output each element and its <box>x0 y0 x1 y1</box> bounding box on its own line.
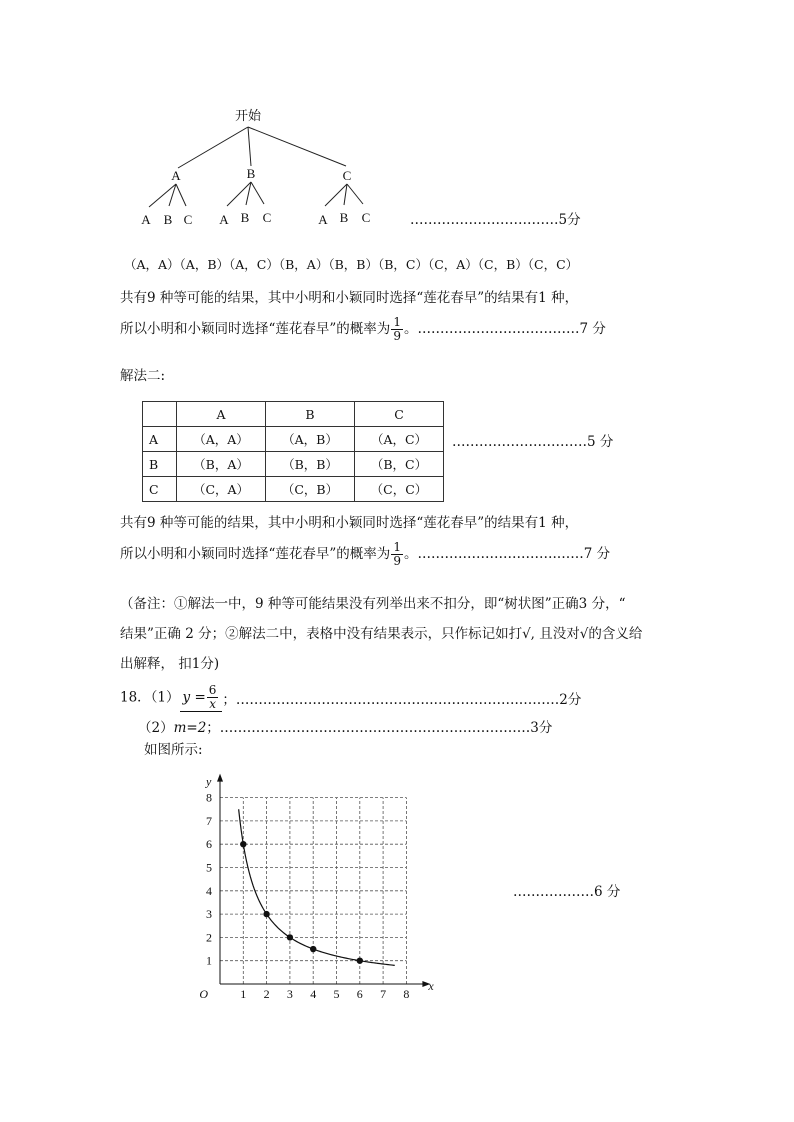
outcome-table <box>142 401 444 502</box>
method2-title: 解法二: <box>120 368 166 384</box>
fraction-denominator: x <box>209 697 216 711</box>
y-tick-label: 6 <box>206 837 212 852</box>
table-cell: （B，C） <box>355 452 444 477</box>
y-axis-arrow <box>217 774 223 782</box>
q18-part2 <box>138 716 552 736</box>
tree-node-C: C <box>342 168 352 183</box>
note-line-3: 出解释， 扣1分) <box>120 656 220 672</box>
data-point <box>263 911 269 917</box>
table-row-header: C <box>143 477 177 502</box>
tree-diagram <box>130 100 390 230</box>
tree-edge <box>176 184 186 206</box>
x-tick-label: 7 <box>380 987 387 1001</box>
tree-leaf: A <box>219 212 229 227</box>
data-point <box>240 841 246 847</box>
formula-fraction <box>207 684 219 711</box>
tree-edge <box>251 182 264 204</box>
y-axis-label: y <box>206 774 212 789</box>
tree-leaf: B <box>163 212 173 227</box>
x-tick-label: 6 <box>356 987 363 1001</box>
method1-fraction <box>391 316 403 343</box>
method1-text2-suffix: 。………………………………7 分 <box>403 321 606 337</box>
table-cell: （C，B） <box>266 477 355 502</box>
method1-text2-prefix: 所以小明和小颖同时选择“莲花春早”的概率为 <box>120 321 391 337</box>
tree-leaf: A <box>141 212 151 227</box>
data-point <box>310 946 316 952</box>
y-tick-label: 3 <box>206 907 212 922</box>
tree-leaf: C <box>361 210 371 225</box>
q18-part1-score: ；……………………………………..……………….………2分 <box>222 692 582 708</box>
table-row <box>143 452 444 477</box>
table-header-cell: A <box>177 402 266 427</box>
q18-caption: 如图所示: <box>144 742 203 758</box>
q18-label: 18．（1） <box>120 689 180 706</box>
curve-y-equals-6-over-x <box>239 809 395 965</box>
table-cell: （C，C） <box>355 477 444 502</box>
x-tick-label: 4 <box>310 987 317 1001</box>
tree-node-A: A <box>171 168 181 183</box>
table-header-cell: C <box>355 402 444 427</box>
method2-fraction <box>391 541 403 568</box>
method1-text2 <box>120 316 606 343</box>
tree-edge <box>248 127 251 166</box>
x-tick-label: 8 <box>403 987 410 1001</box>
tree-edge <box>178 127 248 168</box>
tree-root: 开始 <box>234 108 262 123</box>
note-line-2: 结果”正确 2 分；②解法二中，表格中没有结果表示，只作标记如打√, 且没对√的含义给 <box>120 626 643 642</box>
method2-text2-suffix: 。………………………….……7 分 <box>403 546 611 562</box>
method2-text2-prefix: 所以小明和小颖同时选择“莲花春早”的概率为 <box>120 546 391 562</box>
q18-formula <box>180 684 223 712</box>
method2-text2 <box>120 541 610 568</box>
q18-part2-label: （2） <box>138 720 174 736</box>
x-tick-label: 1 <box>240 987 247 1001</box>
y-tick-label: 4 <box>206 883 212 898</box>
tree-edge <box>347 184 363 204</box>
data-point <box>357 958 363 964</box>
y-tick-label: 1 <box>206 953 212 968</box>
table-row <box>143 477 444 502</box>
tree-leaf: B <box>339 210 349 225</box>
y-tick-label: 8 <box>206 790 212 805</box>
table-header-cell: B <box>266 402 355 427</box>
tree-node-B: B <box>246 166 256 181</box>
table-row-header: B <box>143 452 177 477</box>
table-score: …………………………5 分 <box>452 434 614 450</box>
table-cell: （A，C） <box>355 427 444 452</box>
table-cell <box>143 402 177 427</box>
tree-edge <box>325 184 347 206</box>
fraction-denominator: 9 <box>393 554 401 568</box>
x-tick-label: 5 <box>333 987 340 1001</box>
fraction-denominator: 9 <box>393 329 401 343</box>
fraction-numerator: 1 <box>393 540 401 554</box>
tree-edge <box>227 182 251 206</box>
table-row <box>143 427 444 452</box>
y-tick-label: 5 <box>206 860 212 875</box>
data-point <box>287 934 293 940</box>
formula-lhs: y = <box>182 689 206 706</box>
x-tick-label: 3 <box>286 987 293 1001</box>
tree-leaf: B <box>240 210 250 225</box>
tree-leaf: A <box>318 212 328 227</box>
x-axis-label: x <box>428 979 434 993</box>
table-header-row <box>143 402 444 427</box>
tree-leaf: C <box>262 210 272 225</box>
table-row-header: A <box>143 427 177 452</box>
note-line-1: （备注：①解法一中，9 种等可能结果没有列举出来不扣分，即“树状图”正确3 分，“ <box>120 596 626 612</box>
y-tick-label: 2 <box>206 930 212 945</box>
tree-score: ……………………………5分 <box>410 212 581 228</box>
table-cell: （A，B） <box>266 427 355 452</box>
q18-part2-value: m=2 <box>173 720 207 736</box>
function-graph <box>190 768 450 1008</box>
method1-text1: 共有9 种等可能的结果，其中小明和小颖同时选择“莲花春早”的结果有1 种， <box>120 290 579 306</box>
x-tick-label: 2 <box>263 987 270 1001</box>
fraction-numerator: 6 <box>208 683 217 697</box>
graph-score: ………………6 分 <box>513 884 621 900</box>
y-tick-label: 7 <box>206 813 212 828</box>
outcomes-list: （A，A）（A，B）（A，C）（B，A）（B，B）（B，C）（C，A）（C，B）（C，C） <box>124 257 579 272</box>
tree-edge <box>248 127 346 166</box>
tree-leaf: C <box>183 212 193 227</box>
table-cell: （B，B） <box>266 452 355 477</box>
table-cell: （A，A） <box>177 427 266 452</box>
q18-part1 <box>120 684 581 712</box>
fraction-numerator: 1 <box>393 315 401 329</box>
table-cell: （C，A） <box>177 477 266 502</box>
tree-edge <box>246 182 251 205</box>
q18-part2-score: ；……………………………………………………………3分 <box>206 720 553 736</box>
origin-label: O <box>199 987 208 1001</box>
table-cell: （B，A） <box>177 452 266 477</box>
method2-text1: 共有9 种等可能的结果，其中小明和小颖同时选择“莲花春早”的结果有1 种， <box>120 515 579 531</box>
